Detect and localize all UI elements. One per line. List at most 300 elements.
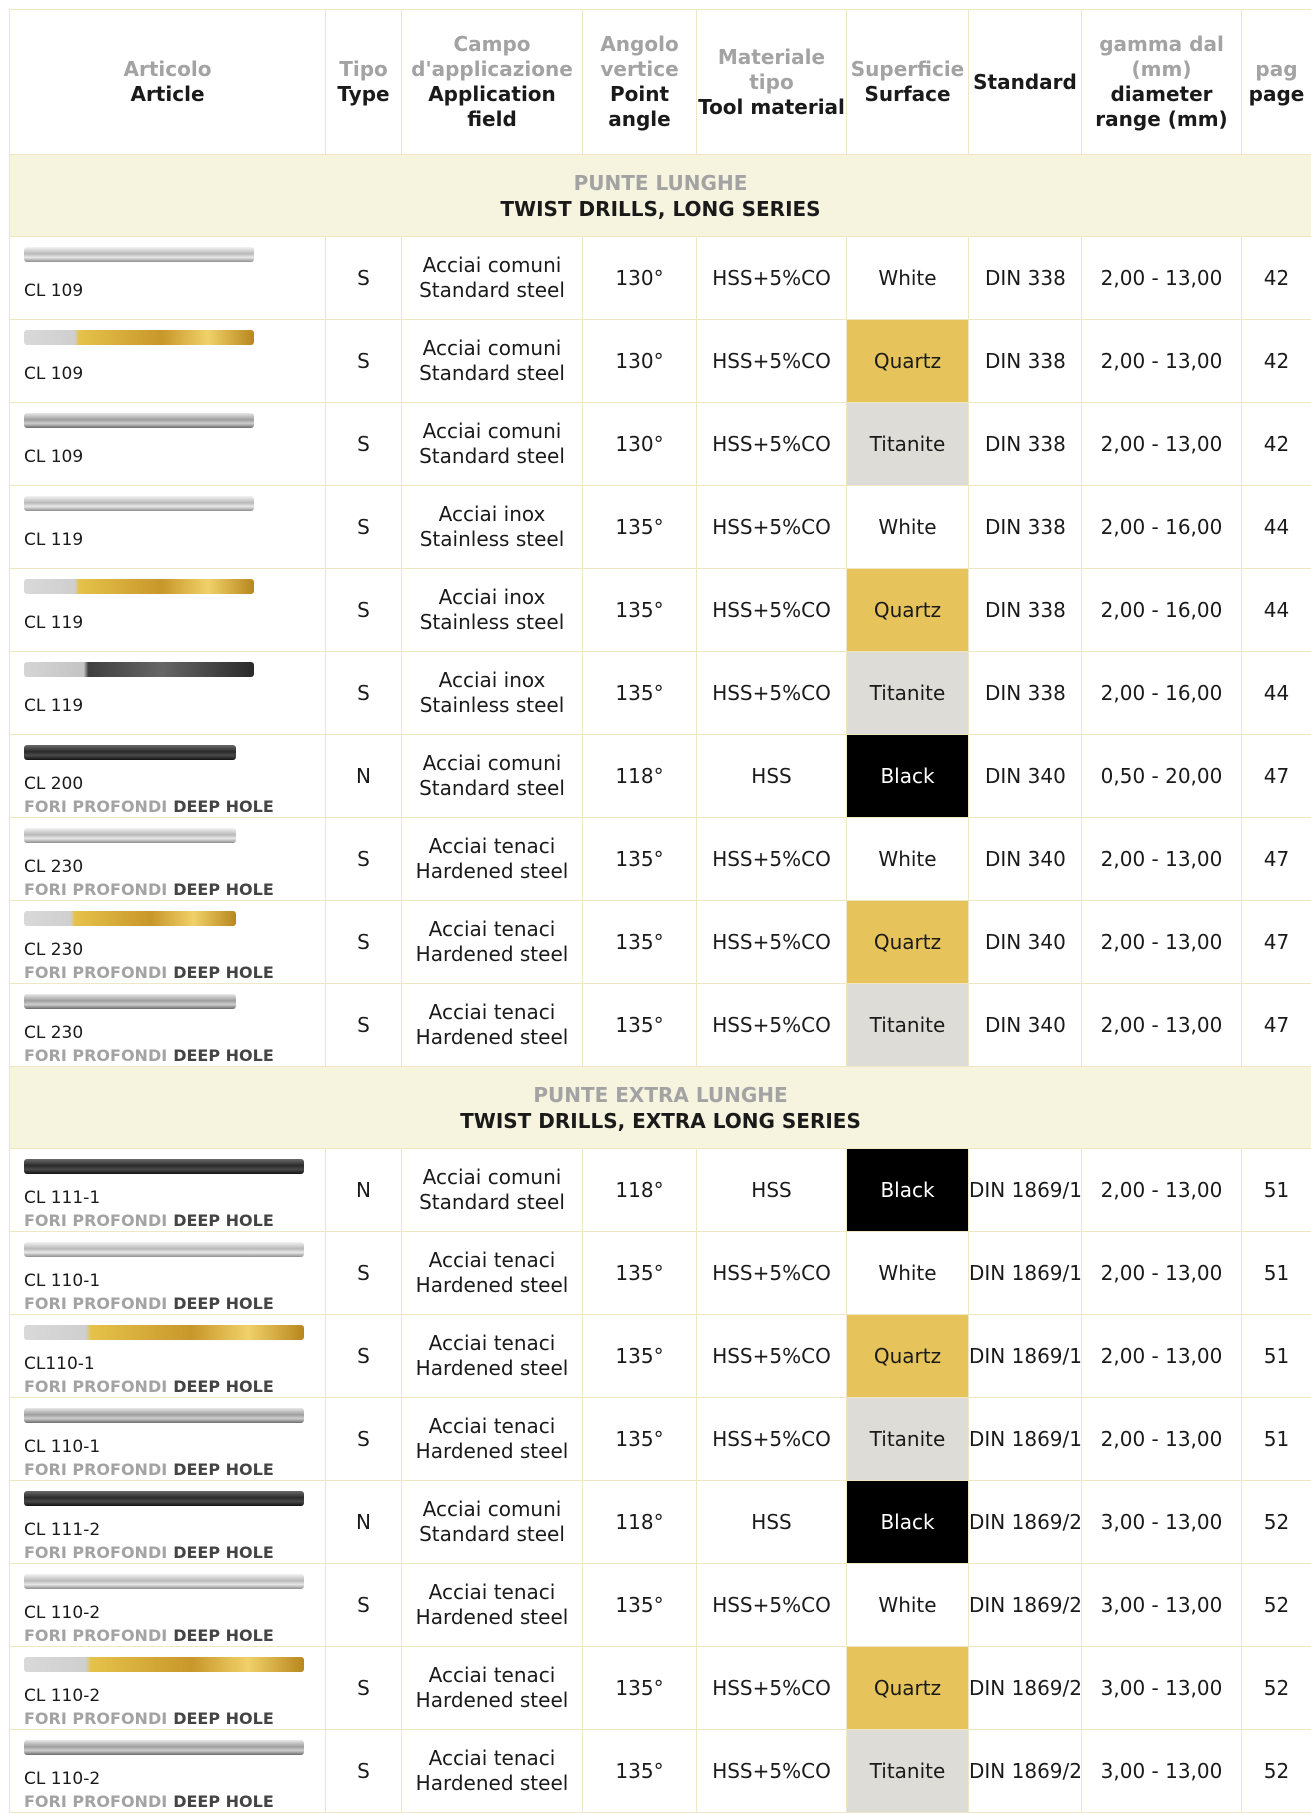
range-cell: 2,00 - 13,00 [1082, 901, 1242, 984]
surface-cell: Black [847, 1481, 969, 1564]
article-cell [10, 1564, 326, 1647]
application-en: Standard steel [402, 444, 582, 469]
article-cell [10, 569, 326, 652]
application-en: Hardened steel [402, 859, 582, 884]
deep-hole-it: FORI PROFONDI [24, 797, 167, 816]
table-row [10, 901, 1311, 984]
header-row [10, 10, 1311, 155]
type-cell: S [326, 320, 402, 403]
material-cell: HSS+5%CO [697, 1564, 847, 1647]
standard-cell: DIN 1869/1 [969, 1315, 1082, 1398]
page-cell: 44 [1242, 652, 1311, 735]
drill-image [24, 496, 254, 511]
range-cell: 2,00 - 13,00 [1082, 984, 1242, 1067]
article-cell [10, 486, 326, 569]
table-row [10, 403, 1311, 486]
deep-hole-label [24, 1378, 274, 1396]
article-code: CL 110-2 [24, 1769, 100, 1789]
section-title-en: TWIST DRILLS, EXTRA LONG SERIES [10, 1108, 1311, 1134]
application-en: Standard steel [402, 1522, 582, 1547]
range-cell: 2,00 - 13,00 [1082, 1398, 1242, 1481]
page-cell: 42 [1242, 403, 1311, 486]
article-cell [10, 1398, 326, 1481]
header-angle: Angolo vertice Point angle [583, 10, 697, 155]
application-cell [402, 901, 583, 984]
application-it: Acciai tenaci [402, 1663, 582, 1688]
application-cell [402, 320, 583, 403]
range-cell: 2,00 - 13,00 [1082, 1149, 1242, 1232]
type-cell: N [326, 1481, 402, 1564]
page-cell: 42 [1242, 320, 1311, 403]
deep-hole-label [24, 1710, 274, 1728]
header-material: Materiale tipo Tool material [697, 10, 847, 155]
deep-hole-it: FORI PROFONDI [24, 1626, 167, 1645]
range-cell: 2,00 - 13,00 [1082, 818, 1242, 901]
section-header [10, 155, 1311, 237]
article-code: CL 110-2 [24, 1686, 100, 1706]
deep-hole-it: FORI PROFONDI [24, 963, 167, 982]
article-code: CL 110-1 [24, 1271, 100, 1291]
article-code: CL 111-1 [24, 1188, 100, 1208]
deep-hole-label [24, 1212, 274, 1230]
material-cell: HSS+5%CO [697, 901, 847, 984]
drill-image [24, 247, 254, 262]
angle-cell: 135° [583, 1315, 697, 1398]
standard-cell: DIN 340 [969, 984, 1082, 1067]
standard-cell: DIN 338 [969, 237, 1082, 320]
application-en: Hardened steel [402, 1605, 582, 1630]
page-cell: 51 [1242, 1232, 1311, 1315]
deep-hole-label [24, 1047, 274, 1065]
deep-hole-label [24, 1461, 274, 1479]
article-cell [10, 403, 326, 486]
drill-image [24, 1325, 304, 1340]
angle-cell: 135° [583, 1730, 697, 1813]
drill-image [24, 1740, 304, 1755]
table-row [10, 984, 1311, 1067]
deep-hole-label [24, 1544, 274, 1562]
surface-cell: Titanite [847, 652, 969, 735]
application-it: Acciai tenaci [402, 1580, 582, 1605]
deep-hole-it: FORI PROFONDI [24, 1792, 167, 1811]
application-it: Acciai tenaci [402, 1414, 582, 1439]
table-row [10, 1730, 1311, 1813]
page-cell: 47 [1242, 818, 1311, 901]
application-cell [402, 1232, 583, 1315]
table-row [10, 1481, 1311, 1564]
application-en: Hardened steel [402, 1273, 582, 1298]
application-cell [402, 1647, 583, 1730]
range-cell: 2,00 - 16,00 [1082, 652, 1242, 735]
application-en: Hardened steel [402, 1356, 582, 1381]
application-cell [402, 735, 583, 818]
range-cell: 2,00 - 13,00 [1082, 320, 1242, 403]
application-en: Stainless steel [402, 527, 582, 552]
application-cell [402, 984, 583, 1067]
application-it: Acciai tenaci [402, 917, 582, 942]
page-cell: 47 [1242, 984, 1311, 1067]
article-cell [10, 1730, 326, 1813]
table-row [10, 1315, 1311, 1398]
drill-image [24, 828, 236, 843]
surface-cell: Black [847, 1149, 969, 1232]
drill-image [24, 662, 254, 677]
article-cell [10, 1481, 326, 1564]
material-cell: HSS+5%CO [697, 652, 847, 735]
standard-cell: DIN 338 [969, 652, 1082, 735]
application-cell [402, 237, 583, 320]
deep-hole-en: DEEP HOLE [173, 1709, 274, 1728]
table-row [10, 1232, 1311, 1315]
surface-cell: White [847, 818, 969, 901]
table-row [10, 735, 1311, 818]
deep-hole-en: DEEP HOLE [173, 963, 274, 982]
application-en: Hardened steel [402, 1025, 582, 1050]
range-cell: 2,00 - 13,00 [1082, 1315, 1242, 1398]
standard-cell: DIN 1869/1 [969, 1398, 1082, 1481]
angle-cell: 135° [583, 1564, 697, 1647]
standard-cell: DIN 340 [969, 735, 1082, 818]
deep-hole-en: DEEP HOLE [173, 1543, 274, 1562]
application-cell [402, 403, 583, 486]
application-it: Acciai tenaci [402, 1746, 582, 1771]
type-cell: N [326, 1149, 402, 1232]
material-cell: HSS [697, 1149, 847, 1232]
material-cell: HSS+5%CO [697, 403, 847, 486]
deep-hole-it: FORI PROFONDI [24, 880, 167, 899]
application-cell [402, 1398, 583, 1481]
deep-hole-it: FORI PROFONDI [24, 1543, 167, 1562]
page-cell: 51 [1242, 1149, 1311, 1232]
article-cell [10, 1149, 326, 1232]
deep-hole-en: DEEP HOLE [173, 1211, 274, 1230]
angle-cell: 135° [583, 486, 697, 569]
application-it: Acciai tenaci [402, 1331, 582, 1356]
page-cell: 52 [1242, 1647, 1311, 1730]
drill-image [24, 911, 236, 926]
application-it: Acciai inox [402, 585, 582, 610]
article-code: CL110-1 [24, 1354, 95, 1374]
table-row [10, 1149, 1311, 1232]
range-cell: 3,00 - 13,00 [1082, 1647, 1242, 1730]
range-cell: 2,00 - 16,00 [1082, 569, 1242, 652]
article-code: CL 119 [24, 530, 83, 550]
range-cell: 3,00 - 13,00 [1082, 1564, 1242, 1647]
header-type: Tipo Type [326, 10, 402, 155]
surface-cell: Titanite [847, 403, 969, 486]
application-it: Acciai inox [402, 668, 582, 693]
drill-image [24, 1408, 304, 1423]
range-cell: 2,00 - 13,00 [1082, 403, 1242, 486]
drill-image [24, 1159, 304, 1174]
article-code: CL 119 [24, 696, 83, 716]
table-row [10, 1398, 1311, 1481]
surface-cell: White [847, 486, 969, 569]
table-body [10, 155, 1311, 1813]
material-cell: HSS+5%CO [697, 486, 847, 569]
header-range: gamma dal (mm) diameter range (mm) [1082, 10, 1242, 155]
surface-cell: Quartz [847, 1315, 969, 1398]
angle-cell: 135° [583, 1232, 697, 1315]
angle-cell: 135° [583, 569, 697, 652]
surface-cell: White [847, 237, 969, 320]
angle-cell: 135° [583, 901, 697, 984]
page-cell: 52 [1242, 1730, 1311, 1813]
surface-cell: Titanite [847, 984, 969, 1067]
material-cell: HSS+5%CO [697, 1232, 847, 1315]
material-cell: HSS+5%CO [697, 569, 847, 652]
table-row [10, 1647, 1311, 1730]
standard-cell: DIN 1869/2 [969, 1564, 1082, 1647]
material-cell: HSS+5%CO [697, 320, 847, 403]
article-cell [10, 237, 326, 320]
application-it: Acciai comuni [402, 751, 582, 776]
application-en: Hardened steel [402, 1439, 582, 1464]
deep-hole-en: DEEP HOLE [173, 797, 274, 816]
standard-cell: DIN 1869/1 [969, 1232, 1082, 1315]
drill-image [24, 413, 254, 428]
article-cell [10, 652, 326, 735]
application-en: Stainless steel [402, 610, 582, 635]
deep-hole-label [24, 964, 274, 982]
article-code: CL 110-2 [24, 1603, 100, 1623]
article-code: CL 230 [24, 940, 83, 960]
surface-cell: White [847, 1232, 969, 1315]
article-cell [10, 320, 326, 403]
application-cell [402, 1149, 583, 1232]
surface-cell: Quartz [847, 320, 969, 403]
section-title [10, 1067, 1311, 1149]
material-cell: HSS+5%CO [697, 1730, 847, 1813]
page-cell: 52 [1242, 1564, 1311, 1647]
drill-image [24, 1242, 304, 1257]
application-it: Acciai comuni [402, 1165, 582, 1190]
standard-cell: DIN 340 [969, 818, 1082, 901]
type-cell: S [326, 237, 402, 320]
application-en: Hardened steel [402, 1771, 582, 1796]
deep-hole-en: DEEP HOLE [173, 1460, 274, 1479]
standard-cell: DIN 338 [969, 320, 1082, 403]
application-cell [402, 1564, 583, 1647]
standard-cell: DIN 1869/2 [969, 1481, 1082, 1564]
article-code: CL 230 [24, 1023, 83, 1043]
application-it: Acciai tenaci [402, 1248, 582, 1273]
angle-cell: 130° [583, 403, 697, 486]
table-row [10, 818, 1311, 901]
page-cell: 42 [1242, 237, 1311, 320]
section-title-en: TWIST DRILLS, LONG SERIES [10, 196, 1311, 222]
header-page: pag page [1242, 10, 1311, 155]
type-cell: S [326, 1398, 402, 1481]
angle-cell: 135° [583, 984, 697, 1067]
deep-hole-en: DEEP HOLE [173, 1377, 274, 1396]
type-cell: S [326, 984, 402, 1067]
table-row [10, 486, 1311, 569]
deep-hole-label [24, 881, 274, 899]
standard-cell: DIN 338 [969, 403, 1082, 486]
deep-hole-label [24, 1627, 274, 1645]
table-row [10, 1564, 1311, 1647]
range-cell: 2,00 - 13,00 [1082, 1232, 1242, 1315]
article-code: CL 111-2 [24, 1520, 100, 1540]
range-cell: 3,00 - 13,00 [1082, 1481, 1242, 1564]
standard-cell: DIN 338 [969, 486, 1082, 569]
page-cell: 47 [1242, 735, 1311, 818]
angle-cell: 135° [583, 1398, 697, 1481]
deep-hole-en: DEEP HOLE [173, 1046, 274, 1065]
deep-hole-label [24, 798, 274, 816]
section-title-it: PUNTE LUNGHE [10, 170, 1311, 196]
material-cell: HSS+5%CO [697, 984, 847, 1067]
table-row [10, 320, 1311, 403]
type-cell: S [326, 901, 402, 984]
drill-image [24, 994, 236, 1009]
table-row [10, 569, 1311, 652]
drill-image [24, 745, 236, 760]
drill-image [24, 1491, 304, 1506]
article-cell [10, 1232, 326, 1315]
deep-hole-it: FORI PROFONDI [24, 1046, 167, 1065]
application-cell [402, 569, 583, 652]
range-cell: 0,50 - 20,00 [1082, 735, 1242, 818]
drill-image [24, 330, 254, 345]
angle-cell: 130° [583, 320, 697, 403]
page-cell: 47 [1242, 901, 1311, 984]
application-cell [402, 1730, 583, 1813]
application-en: Standard steel [402, 776, 582, 801]
page-cell: 51 [1242, 1315, 1311, 1398]
material-cell: HSS+5%CO [697, 818, 847, 901]
article-code: CL 230 [24, 857, 83, 877]
article-cell [10, 901, 326, 984]
article-code: CL 119 [24, 613, 83, 633]
article-cell [10, 1647, 326, 1730]
surface-cell: Quartz [847, 569, 969, 652]
surface-cell: Titanite [847, 1730, 969, 1813]
standard-cell: DIN 1869/2 [969, 1647, 1082, 1730]
material-cell: HSS+5%CO [697, 1398, 847, 1481]
type-cell: N [326, 735, 402, 818]
header-standard: Standard [969, 10, 1082, 155]
article-code: CL 109 [24, 281, 83, 301]
page-cell: 44 [1242, 569, 1311, 652]
table-row [10, 237, 1311, 320]
deep-hole-en: DEEP HOLE [173, 1626, 274, 1645]
material-cell: HSS [697, 735, 847, 818]
surface-cell: Quartz [847, 1647, 969, 1730]
application-en: Standard steel [402, 278, 582, 303]
article-code: CL 109 [24, 364, 83, 384]
standard-cell: DIN 338 [969, 569, 1082, 652]
application-it: Acciai comuni [402, 336, 582, 361]
page-cell: 52 [1242, 1481, 1311, 1564]
header-article: Articolo Article [10, 10, 326, 155]
range-cell: 3,00 - 13,00 [1082, 1730, 1242, 1813]
article-code: CL 200 [24, 774, 83, 794]
application-it: Acciai tenaci [402, 1000, 582, 1025]
range-cell: 2,00 - 13,00 [1082, 237, 1242, 320]
application-it: Acciai tenaci [402, 834, 582, 859]
application-cell [402, 486, 583, 569]
application-en: Standard steel [402, 1190, 582, 1215]
type-cell: S [326, 403, 402, 486]
type-cell: S [326, 818, 402, 901]
type-cell: S [326, 1315, 402, 1398]
application-cell [402, 1481, 583, 1564]
deep-hole-en: DEEP HOLE [173, 1294, 274, 1313]
type-cell: S [326, 1232, 402, 1315]
application-en: Standard steel [402, 361, 582, 386]
drill-image [24, 1574, 304, 1589]
deep-hole-it: FORI PROFONDI [24, 1709, 167, 1728]
deep-hole-en: DEEP HOLE [173, 880, 274, 899]
surface-cell: White [847, 1564, 969, 1647]
page-cell: 51 [1242, 1398, 1311, 1481]
range-cell: 2,00 - 16,00 [1082, 486, 1242, 569]
material-cell: HSS+5%CO [697, 1647, 847, 1730]
application-it: Acciai inox [402, 502, 582, 527]
application-it: Acciai comuni [402, 1497, 582, 1522]
type-cell: S [326, 1647, 402, 1730]
angle-cell: 135° [583, 1647, 697, 1730]
header-surface: Superficie Surface [847, 10, 969, 155]
material-cell: HSS+5%CO [697, 1315, 847, 1398]
type-cell: S [326, 1564, 402, 1647]
application-en: Hardened steel [402, 1688, 582, 1713]
surface-cell: Titanite [847, 1398, 969, 1481]
section-title-it: PUNTE EXTRA LUNGHE [10, 1082, 1311, 1108]
angle-cell: 118° [583, 735, 697, 818]
surface-cell: Quartz [847, 901, 969, 984]
deep-hole-en: DEEP HOLE [173, 1792, 274, 1811]
surface-cell: Black [847, 735, 969, 818]
application-it: Acciai comuni [402, 419, 582, 444]
article-code: CL 110-1 [24, 1437, 100, 1457]
section-header [10, 1067, 1311, 1149]
angle-cell: 135° [583, 652, 697, 735]
deep-hole-it: FORI PROFONDI [24, 1211, 167, 1230]
article-cell [10, 735, 326, 818]
application-en: Hardened steel [402, 942, 582, 967]
section-title [10, 155, 1311, 237]
application-cell [402, 652, 583, 735]
type-cell: S [326, 1730, 402, 1813]
article-code: CL 109 [24, 447, 83, 467]
standard-cell: DIN 1869/1 [969, 1149, 1082, 1232]
standard-cell: DIN 340 [969, 901, 1082, 984]
application-it: Acciai comuni [402, 253, 582, 278]
table-row [10, 652, 1311, 735]
type-cell: S [326, 652, 402, 735]
deep-hole-label [24, 1295, 274, 1313]
application-en: Stainless steel [402, 693, 582, 718]
type-cell: S [326, 486, 402, 569]
angle-cell: 130° [583, 237, 697, 320]
article-cell [10, 984, 326, 1067]
angle-cell: 118° [583, 1149, 697, 1232]
deep-hole-it: FORI PROFONDI [24, 1377, 167, 1396]
deep-hole-label [24, 1793, 274, 1811]
drill-image [24, 579, 254, 594]
drill-image [24, 1657, 304, 1672]
material-cell: HSS+5%CO [697, 237, 847, 320]
deep-hole-it: FORI PROFONDI [24, 1460, 167, 1479]
application-cell [402, 818, 583, 901]
angle-cell: 118° [583, 1481, 697, 1564]
article-cell [10, 818, 326, 901]
standard-cell: DIN 1869/2 [969, 1730, 1082, 1813]
angle-cell: 135° [583, 818, 697, 901]
